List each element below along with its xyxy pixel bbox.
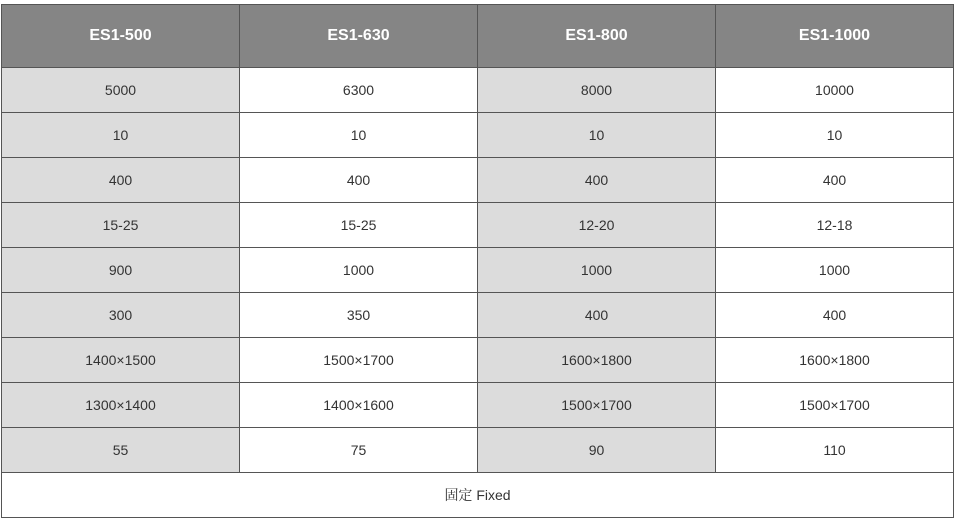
table-row: [2, 248, 954, 293]
table-header: [2, 5, 954, 68]
table-cell: 400: [2, 158, 240, 203]
table-cell: 12-18: [716, 203, 954, 248]
table-cell: 900: [2, 248, 240, 293]
table-cell: 400: [240, 158, 478, 203]
table-body: [2, 68, 954, 518]
table-cell: 1000: [478, 248, 716, 293]
table-row: [2, 113, 954, 158]
table-cell: 10000: [716, 68, 954, 113]
table-cell: 15-25: [240, 203, 478, 248]
header-cell-es1-630: ES1-630: [240, 5, 478, 68]
footer-row: [2, 473, 954, 518]
table-cell: 350: [240, 293, 478, 338]
table-row: [2, 293, 954, 338]
table-cell: 5000: [2, 68, 240, 113]
table-row: [2, 68, 954, 113]
table-cell: 6300: [240, 68, 478, 113]
table-cell: 1600×1800: [716, 338, 954, 383]
table-cell: 400: [478, 293, 716, 338]
table-cell: 1000: [240, 248, 478, 293]
table-cell: 400: [716, 158, 954, 203]
table-cell: 1000: [716, 248, 954, 293]
table-cell: 10: [240, 113, 478, 158]
table-cell: 1400×1600: [240, 383, 478, 428]
table-cell: 15-25: [2, 203, 240, 248]
table-cell: 1500×1700: [716, 383, 954, 428]
table-cell: 400: [478, 158, 716, 203]
table-row: [2, 158, 954, 203]
table-row: [2, 383, 954, 428]
header-cell-es1-500: ES1-500: [2, 5, 240, 68]
table-cell: 300: [2, 293, 240, 338]
table-cell: 400: [716, 293, 954, 338]
table-cell: 10: [716, 113, 954, 158]
header-row: [2, 5, 954, 68]
table-cell: 1500×1700: [240, 338, 478, 383]
table-cell: 12-20: [478, 203, 716, 248]
table-cell: 90: [478, 428, 716, 473]
table-cell: 75: [240, 428, 478, 473]
header-cell-es1-1000: ES1-1000: [716, 5, 954, 68]
header-cell-es1-800: ES1-800: [478, 5, 716, 68]
table-row: [2, 428, 954, 473]
table-row: [2, 203, 954, 248]
table-row: [2, 338, 954, 383]
table-cell: 1600×1800: [478, 338, 716, 383]
table-cell: 10: [2, 113, 240, 158]
spec-table: [1, 4, 954, 518]
footer-cell-fixed: 固定 Fixed: [2, 473, 954, 518]
table-cell: 1500×1700: [478, 383, 716, 428]
table-cell: 10: [478, 113, 716, 158]
table-cell: 1300×1400: [2, 383, 240, 428]
table-cell: 55: [2, 428, 240, 473]
table-cell: 110: [716, 428, 954, 473]
table-cell: 1400×1500: [2, 338, 240, 383]
table-cell: 8000: [478, 68, 716, 113]
